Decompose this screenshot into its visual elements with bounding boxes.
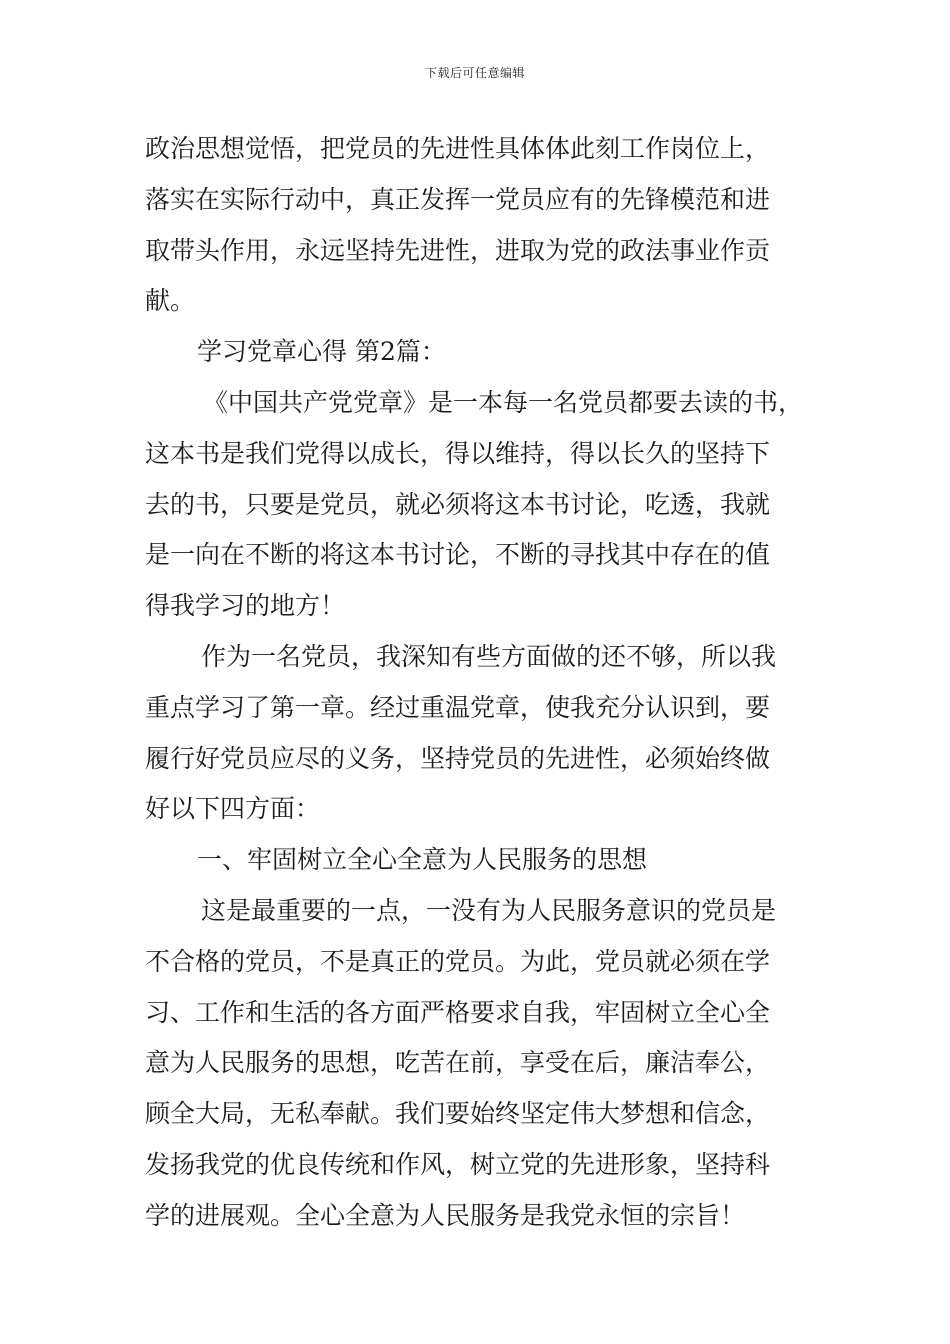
text-line: 这本书是我们党得以成长，得以维持，得以长久的坚持下 [145,438,771,468]
text-line: 一、牢固树立全心全意为人民服务的思想 [197,845,648,875]
text-line: 意为人民服务的思想，吃苦在前，享受在后，廉洁奉公， [145,1048,771,1078]
text-line: 履行好党员应尽的义务，坚持党员的先进性，必须始终做 [145,743,771,773]
text-line: 习、工作和生活的各方面严格要求自我，牢固树立全心全 [145,997,771,1027]
text-line: 去的书，只要是党员，就必须将这本书讨论，吃透，我就 [145,489,771,519]
text-line: 这是最重要的一点，一没有为人民服务意识的党员是 [201,895,777,925]
text-line: 作为一名党员，我深知有些方面做的还不够，所以我 [201,641,777,671]
text-line: 不合格的党员，不是真正的党员。为此，党员就必须在学 [145,946,771,976]
document-body [145,124,810,1242]
text-line: 得我学习的地方！ [145,591,346,621]
text-line: 《中国共产党党章》是一本每一名党员都要去读的书， [203,387,804,417]
text-line: 学习党章心得 第2篇： [197,337,446,367]
text-line: 好以下四方面： [145,794,321,824]
text-line: 是一向在不断的将这本书讨论，不断的寻找其中存在的值 [145,540,771,570]
text-line: 政治思想觉悟，把党员的先进性具体体此刻工作岗位上， [145,134,771,163]
text-line: 发扬我党的优良传统和作风，树立党的先进形象，坚持科 [145,1149,771,1179]
text-line: 献。 [145,286,196,316]
text-line: 学的进展观。全心全意为人民服务是我党永恒的宗旨！ [145,1200,746,1230]
page-header: 下载后可任意编辑 [424,66,525,80]
text-line: 重点学习了第一章。经过重温党章，使我充分认识到，要 [145,692,771,722]
text-line: 顾全大局，无私奉献。我们要始终坚定伟大梦想和信念， [145,1099,771,1129]
text-line: 落实在实际行动中，真正发挥一党员应有的先锋模范和进 [145,184,771,214]
text-line: 取带头作用，永远坚持先进性，进取为党的政法事业作贡 [145,235,771,265]
